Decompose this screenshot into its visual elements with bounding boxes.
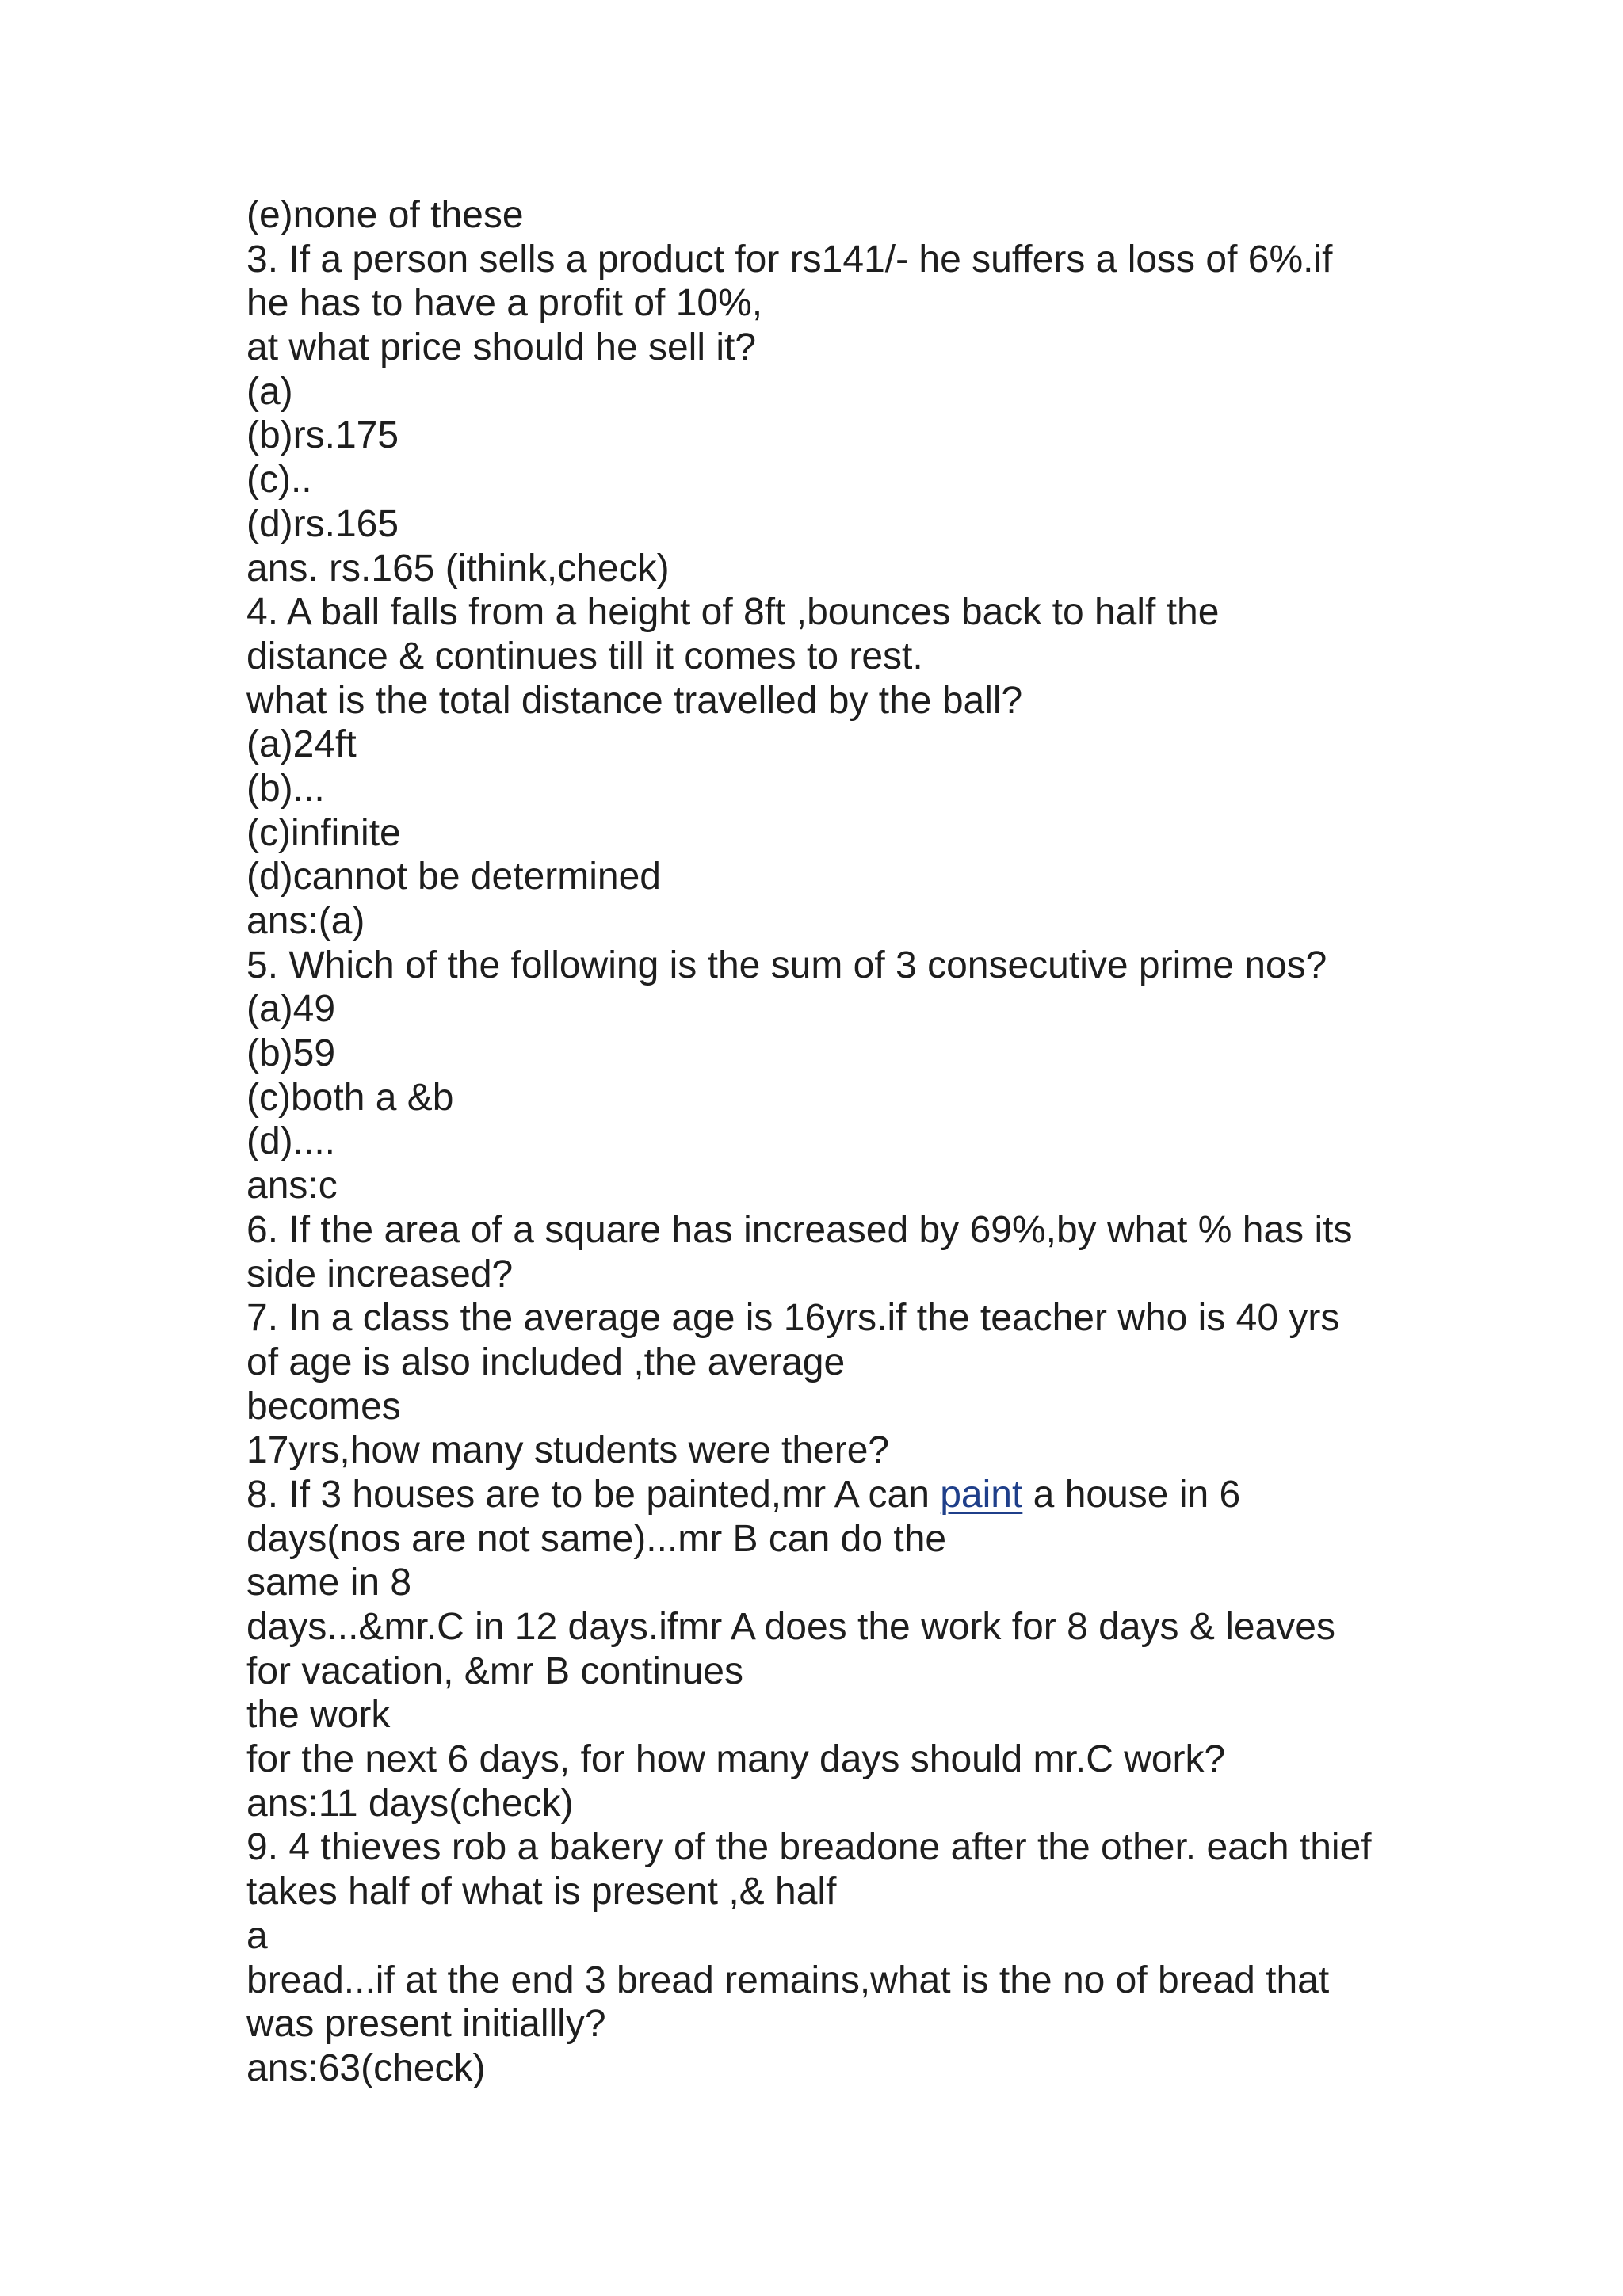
option-line: (b)rs.175	[246, 414, 399, 457]
text-line: takes half of what is present ,& half	[246, 1871, 837, 1913]
option-line: (c)..	[246, 459, 312, 502]
question-8-line-1	[246, 1473, 1396, 1517]
text-line: at what price should he sell it?	[246, 326, 757, 369]
option-line: (d)cannot be determined	[246, 856, 661, 898]
answer-line: ans:63(check)	[246, 2046, 486, 2089]
answer-line: ans:11 days(check)	[246, 1782, 574, 1825]
answer-line: ans. rs.165 (ithink,check)	[246, 547, 670, 589]
question-7-line-1: 7. In a class the average age is 16yrs.if the teacher who is 40 yrs	[246, 1297, 1340, 1340]
text-segment: 8. If 3 houses are to be painted,mr A can	[246, 1473, 941, 1516]
option-line: (d)rs.165	[246, 502, 399, 545]
text-line: what is the total distance travelled by the ball?	[246, 679, 1023, 722]
question-4-line-1: 4. A ball falls from a height of 8ft ,bounces back to half the	[246, 591, 1220, 634]
text-line: same in 8	[246, 1562, 412, 1604]
text-line: for vacation, &mr B continues	[246, 1650, 743, 1692]
text-line: a	[246, 1914, 268, 1957]
text-line: becomes	[246, 1385, 401, 1428]
question-9-line-1: 9. 4 thieves rob a bakery of the breadone after the other. each thief	[246, 1826, 1372, 1869]
question-6-line-1: 6. If the area of a square has increased by 69%,by what % has its	[246, 1208, 1353, 1251]
answer-line: ans:c	[246, 1165, 338, 1207]
option-line: (a)24ft	[246, 723, 357, 766]
option-line: (a)49	[246, 988, 336, 1031]
option-line: (b)...	[246, 767, 325, 810]
option-line: (c)both a &b	[246, 1076, 454, 1119]
option-line: (d)....	[246, 1120, 336, 1163]
text-line: distance & continues till it comes to rest.	[246, 635, 923, 677]
option-line: (b)59	[246, 1032, 336, 1075]
text-line: for the next 6 days, for how many days should mr.C work?	[246, 1738, 1226, 1781]
text-line: of age is also included ,the average	[246, 1341, 846, 1383]
text-line: side increased?	[246, 1253, 514, 1295]
text-line: (e)none of these	[246, 194, 524, 236]
answer-line: ans:(a)	[246, 900, 365, 942]
text-line: the work	[246, 1694, 391, 1737]
paint-link[interactable]: paint	[940, 1473, 1023, 1516]
text-line: days(nos are not same)...mr B can do the	[246, 1517, 947, 1560]
document-body	[246, 193, 1396, 2091]
text-line: he has to have a profit of 10%,	[246, 282, 763, 325]
text-segment: a house in 6	[1022, 1473, 1241, 1516]
option-line: (c)infinite	[246, 811, 401, 854]
text-line: bread...if at the end 3 bread remains,what is the no of bread that	[246, 1958, 1330, 2001]
question-5-line-1: 5. Which of the following is the sum of 3 consecutive prime nos?	[246, 944, 1327, 986]
option-line: (a)	[246, 370, 293, 413]
text-line: was present initiallly?	[246, 2003, 606, 2046]
text-line: 17yrs,how many students were there?	[246, 1429, 890, 1472]
text-line: days...&mr.C in 12 days.ifmr A does the work for 8 days & leaves	[246, 1606, 1335, 1648]
question-3-line-1: 3. If a person sells a product for rs141/- he suffers a loss of 6%.if	[246, 238, 1333, 280]
